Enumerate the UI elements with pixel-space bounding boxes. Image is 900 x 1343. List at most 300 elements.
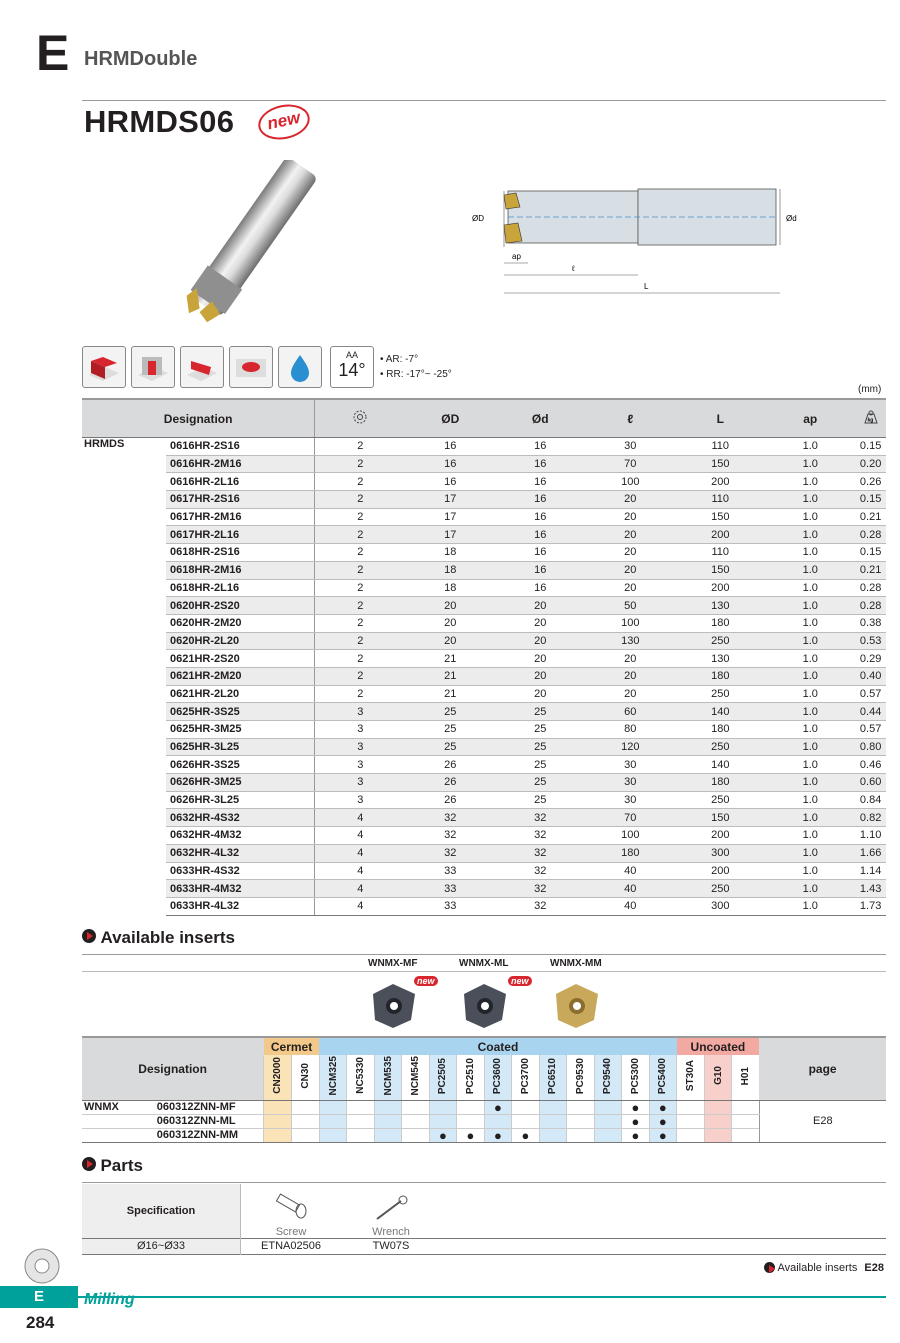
grade-availability-dot (319, 1114, 346, 1128)
grade-availability-dot (539, 1128, 566, 1142)
cell-weight: 0.28 (855, 579, 886, 597)
grade-header (484, 1055, 511, 1100)
cell-weight: 0.26 (855, 473, 886, 491)
grade-availability-dot (292, 1128, 320, 1142)
grade-availability-dot (347, 1100, 374, 1114)
available-inserts-heading (82, 928, 235, 948)
cell-L: 110 (675, 544, 765, 562)
cell-d: 25 (495, 703, 585, 721)
cell-d: 25 (495, 791, 585, 809)
table-row (82, 844, 886, 862)
cell-weight: 0.38 (855, 614, 886, 632)
cell-D: 17 (405, 491, 495, 509)
cell-teeth: 2 (315, 685, 406, 703)
table-row (82, 632, 886, 650)
cell-L: 150 (675, 561, 765, 579)
grade-label: PC5400 (657, 1057, 669, 1094)
d-header: Ød (495, 399, 585, 438)
cell-model: 0620HR-2L20 (166, 632, 315, 650)
grade-availability-dot (374, 1128, 401, 1142)
cell-l: 20 (585, 491, 675, 509)
cell-ap: 1.0 (765, 597, 855, 615)
cell-D: 21 (405, 667, 495, 685)
table-row (82, 473, 886, 491)
cell-l: 30 (585, 756, 675, 774)
cell-weight: 0.44 (855, 703, 886, 721)
cell-teeth: 2 (315, 632, 406, 650)
cell-l: 130 (585, 632, 675, 650)
cell-ap: 1.0 (765, 721, 855, 739)
grade-label: CN30 (299, 1062, 311, 1089)
cell-d: 25 (495, 774, 585, 792)
cell-weight: 1.73 (855, 897, 886, 915)
grade-header (347, 1055, 374, 1100)
cell-D: 16 (405, 455, 495, 473)
insert-image-ml (456, 980, 512, 1030)
cell-l: 60 (585, 703, 675, 721)
table-row (82, 756, 886, 774)
L-header: L (675, 399, 765, 438)
technical-drawing (468, 185, 808, 300)
aa-label: AA (345, 350, 358, 360)
cell-d: 16 (495, 579, 585, 597)
grade-label: H01 (740, 1066, 752, 1085)
table-row (82, 597, 886, 615)
cell-D: 20 (405, 597, 495, 615)
cell-teeth: 2 (315, 579, 406, 597)
cell-d: 16 (495, 508, 585, 526)
table-row (82, 897, 886, 915)
inserts-divider (82, 954, 886, 955)
insert-row (82, 1100, 886, 1114)
cell-D: 25 (405, 703, 495, 721)
grade-availability-dot: ● (484, 1100, 511, 1114)
table-row (82, 508, 886, 526)
cell-d: 16 (495, 544, 585, 562)
parts-heading (82, 1156, 143, 1176)
cell-D: 16 (405, 438, 495, 456)
parts-divider (82, 1182, 886, 1183)
grade-availability-dot (429, 1114, 456, 1128)
cell-teeth: 2 (315, 650, 406, 668)
grade-availability-dot (457, 1114, 484, 1128)
new-badge-ml: new (508, 976, 532, 986)
cell-L: 300 (675, 897, 765, 915)
axial-angle-box (330, 346, 374, 388)
grade-header (457, 1055, 484, 1100)
cell-l: 20 (585, 579, 675, 597)
grade-label: NC5330 (355, 1057, 367, 1095)
label-l: ℓ (572, 264, 575, 273)
cell-D: 18 (405, 561, 495, 579)
cell-ap: 1.0 (765, 455, 855, 473)
cell-model: 0625HR-3L25 (166, 738, 315, 756)
cell-model: 0617HR-2S16 (166, 491, 315, 509)
grade-availability-dot (319, 1100, 346, 1114)
cell-d: 20 (495, 667, 585, 685)
cermet-group-header: Cermet (264, 1037, 320, 1055)
grade-availability-dot (292, 1114, 320, 1128)
cell-ap: 1.0 (765, 880, 855, 898)
cell-ap: 1.0 (765, 774, 855, 792)
insert-image-mf (365, 980, 421, 1030)
grade-availability-dot: ● (512, 1128, 539, 1142)
cell-teeth: 4 (315, 880, 406, 898)
cell-model: 0625HR-3S25 (166, 703, 315, 721)
ins-model: 060312ZNN-MM (157, 1128, 264, 1142)
grade-header (264, 1055, 292, 1100)
cell-l: 40 (585, 862, 675, 880)
table-row (82, 774, 886, 792)
cell-ap: 1.0 (765, 508, 855, 526)
D-header: ØD (405, 399, 495, 438)
grade-label: NCM535 (382, 1056, 394, 1096)
ins-designation-header: Designation (82, 1037, 264, 1100)
grade-header (429, 1055, 456, 1100)
cell-teeth: 3 (315, 703, 406, 721)
spec-header: Specification (82, 1184, 241, 1238)
parts-range: Ø16~Ø33 (82, 1238, 241, 1254)
grade-label: PC6510 (547, 1057, 559, 1094)
table-row (82, 579, 886, 597)
cell-model: 0618HR-2L16 (166, 579, 315, 597)
cell-d: 25 (495, 738, 585, 756)
label-ap: ap (512, 252, 521, 261)
grade-availability-dot (292, 1100, 320, 1114)
cell-d: 20 (495, 632, 585, 650)
cell-weight: 0.15 (855, 491, 886, 509)
cell-model: 0625HR-3M25 (166, 721, 315, 739)
cell-L: 250 (675, 738, 765, 756)
grade-header (567, 1055, 594, 1100)
cell-l: 30 (585, 791, 675, 809)
cell-weight: 0.80 (855, 738, 886, 756)
grade-availability-dot (539, 1100, 566, 1114)
label-dia-D: ØD (472, 214, 484, 223)
cell-L: 180 (675, 614, 765, 632)
cell-weight: 0.28 (855, 526, 886, 544)
cell-ap: 1.0 (765, 862, 855, 880)
cell-teeth: 4 (315, 827, 406, 845)
cell-L: 250 (675, 632, 765, 650)
cell-weight: 1.66 (855, 844, 886, 862)
cell-D: 18 (405, 579, 495, 597)
available-inserts-title: Available inserts (100, 928, 235, 947)
grade-header (649, 1055, 676, 1100)
grade-availability-dot (512, 1100, 539, 1114)
grade-availability-dot (402, 1114, 429, 1128)
weight-header (855, 399, 886, 438)
grade-availability-dot: ● (622, 1114, 649, 1128)
cell-L: 130 (675, 650, 765, 668)
grade-header (402, 1055, 429, 1100)
cell-d: 16 (495, 473, 585, 491)
cell-ap: 1.0 (765, 632, 855, 650)
cell-weight: 0.15 (855, 438, 886, 456)
grade-label: PC9530 (574, 1057, 586, 1094)
cell-d: 25 (495, 756, 585, 774)
cell-L: 200 (675, 862, 765, 880)
grade-availability-dot (732, 1128, 759, 1142)
cell-ap: 1.0 (765, 438, 855, 456)
table-row (82, 650, 886, 668)
cell-D: 26 (405, 774, 495, 792)
cell-L: 300 (675, 844, 765, 862)
grade-availability-dot (264, 1100, 292, 1114)
cell-model: 0620HR-2M20 (166, 614, 315, 632)
grade-header (622, 1055, 649, 1100)
cell-D: 16 (405, 473, 495, 491)
cell-weight: 0.57 (855, 721, 886, 739)
rake-angles (380, 352, 452, 382)
grade-label: NCM325 (327, 1056, 339, 1096)
wrench-label: Wrench (372, 1225, 410, 1238)
shoulder-milling-icon (82, 346, 126, 388)
grade-availability-dot (594, 1100, 621, 1114)
cell-l: 70 (585, 809, 675, 827)
grade-availability-dot: ● (649, 1100, 676, 1114)
cell-L: 140 (675, 703, 765, 721)
cell-L: 180 (675, 667, 765, 685)
table-row (82, 809, 886, 827)
grade-availability-dot: ● (457, 1128, 484, 1142)
section-letter: E (36, 25, 70, 81)
teeth-header (315, 399, 406, 438)
grade-availability-dot (374, 1100, 401, 1114)
cell-teeth: 2 (315, 597, 406, 615)
available-inserts-ref[interactable] (764, 1262, 884, 1274)
grade-availability-dot (402, 1100, 429, 1114)
cell-ap: 1.0 (765, 526, 855, 544)
cell-ap: 1.0 (765, 756, 855, 774)
cell-teeth: 2 (315, 455, 406, 473)
table-row (82, 827, 886, 845)
cell-d: 20 (495, 614, 585, 632)
cell-l: 80 (585, 721, 675, 739)
cell-ap: 1.0 (765, 544, 855, 562)
grade-availability-dot: ● (649, 1114, 676, 1128)
cell-D: 17 (405, 526, 495, 544)
cell-teeth: 2 (315, 473, 406, 491)
cell-model: 0616HR-2S16 (166, 438, 315, 456)
cell-model: 0632HR-4S32 (166, 809, 315, 827)
cell-l: 20 (585, 650, 675, 668)
grade-header (374, 1055, 401, 1100)
radial-rake: • RR: -17°~ -25° (380, 369, 452, 380)
cell-d: 16 (495, 561, 585, 579)
cell-weight: 0.46 (855, 756, 886, 774)
cell-ap: 1.0 (765, 809, 855, 827)
cell-D: 33 (405, 880, 495, 898)
cell-L: 200 (675, 827, 765, 845)
ins-series-label: WNMX (82, 1100, 157, 1114)
grade-availability-dot (319, 1128, 346, 1142)
cell-weight: 0.20 (855, 455, 886, 473)
table-row (82, 614, 886, 632)
cell-L: 110 (675, 438, 765, 456)
table-row (82, 544, 886, 562)
grade-header (292, 1055, 320, 1100)
grade-availability-dot (264, 1114, 292, 1128)
grade-availability-dot (732, 1100, 759, 1114)
grade-availability-dot (567, 1114, 594, 1128)
cell-weight: 1.10 (855, 827, 886, 845)
table-row (82, 721, 886, 739)
coolant-icon (278, 346, 322, 388)
cell-ap: 1.0 (765, 685, 855, 703)
cell-l: 20 (585, 544, 675, 562)
cell-D: 20 (405, 632, 495, 650)
screw-header (241, 1184, 342, 1238)
cell-L: 130 (675, 597, 765, 615)
ramping-icon (180, 346, 224, 388)
cell-D: 32 (405, 844, 495, 862)
grade-header (319, 1055, 346, 1100)
table-row (82, 667, 886, 685)
cell-D: 25 (405, 738, 495, 756)
ins-model: 060312ZNN-MF (157, 1100, 264, 1114)
cell-d: 16 (495, 526, 585, 544)
cell-weight: 0.21 (855, 561, 886, 579)
table-row (82, 703, 886, 721)
grade-availability-dot (457, 1100, 484, 1114)
cell-l: 70 (585, 455, 675, 473)
cell-D: 21 (405, 685, 495, 703)
grade-availability-dot: ● (622, 1128, 649, 1142)
tool-photo (150, 160, 350, 325)
grade-availability-dot (594, 1128, 621, 1142)
cell-D: 21 (405, 650, 495, 668)
table-row (82, 685, 886, 703)
cell-ap: 1.0 (765, 791, 855, 809)
grade-availability-dot: ● (649, 1128, 676, 1142)
grade-availability-dot (677, 1114, 705, 1128)
cell-model: 0626HR-3L25 (166, 791, 315, 809)
cell-weight: 0.53 (855, 632, 886, 650)
cell-l: 40 (585, 880, 675, 898)
cell-model: 0626HR-3S25 (166, 756, 315, 774)
parts-empty (441, 1184, 886, 1238)
cell-model: 0620HR-2S20 (166, 597, 315, 615)
cell-teeth: 4 (315, 844, 406, 862)
grade-header (704, 1055, 732, 1100)
cell-L: 180 (675, 721, 765, 739)
grade-availability-dot (512, 1114, 539, 1128)
grade-availability-dot (264, 1128, 292, 1142)
cell-teeth: 3 (315, 721, 406, 739)
cell-model: 0621HR-2L20 (166, 685, 315, 703)
grade-availability-dot (347, 1128, 374, 1142)
cell-L: 110 (675, 491, 765, 509)
cell-D: 32 (405, 827, 495, 845)
table-row (82, 561, 886, 579)
pocketing-icon (229, 346, 273, 388)
grade-label: CN2000 (272, 1057, 284, 1095)
milling-cutter-icon (22, 1246, 62, 1286)
label-L: L (644, 282, 649, 291)
cell-model: 0616HR-2M16 (166, 455, 315, 473)
grade-availability-dot (732, 1114, 759, 1128)
cell-D: 33 (405, 862, 495, 880)
section-name: HRMDouble (84, 48, 198, 70)
cell-teeth: 3 (315, 774, 406, 792)
grade-label: ST30A (684, 1060, 696, 1092)
cell-L: 250 (675, 791, 765, 809)
product-table (82, 398, 886, 916)
cell-D: 20 (405, 614, 495, 632)
cell-l: 100 (585, 473, 675, 491)
section-arrow-icon (82, 1157, 96, 1171)
cell-d: 25 (495, 721, 585, 739)
label-dia-d: Ød (786, 214, 797, 223)
ref-page: E28 (864, 1262, 884, 1274)
cell-ap: 1.0 (765, 579, 855, 597)
ins-series-empty (82, 1128, 157, 1142)
cell-teeth: 3 (315, 756, 406, 774)
cell-d: 16 (495, 491, 585, 509)
cell-model: 0617HR-2M16 (166, 508, 315, 526)
footer-category: Milling (84, 1291, 135, 1308)
insert-name-mf: WNMX-MF (368, 958, 418, 969)
grade-availability-dot (374, 1114, 401, 1128)
cell-teeth: 2 (315, 491, 406, 509)
page-title: HRMDS06 (84, 104, 235, 139)
grade-label: PC3600 (492, 1057, 504, 1094)
cell-ap: 1.0 (765, 561, 855, 579)
grade-availability-dot (347, 1114, 374, 1128)
cell-ap: 1.0 (765, 844, 855, 862)
cell-L: 180 (675, 774, 765, 792)
grade-availability-dot (594, 1114, 621, 1128)
cell-teeth: 2 (315, 561, 406, 579)
inserts-divider-2 (82, 971, 886, 972)
cell-L: 200 (675, 526, 765, 544)
weight-icon (861, 409, 881, 425)
cell-d: 32 (495, 862, 585, 880)
cell-L: 150 (675, 508, 765, 526)
cell-L: 250 (675, 880, 765, 898)
cell-weight: 0.28 (855, 597, 886, 615)
cell-model: 0632HR-4L32 (166, 844, 315, 862)
ins-model: 060312ZNN-ML (157, 1114, 264, 1128)
grade-availability-dot (429, 1100, 456, 1114)
grade-availability-dot (484, 1114, 511, 1128)
cell-l: 30 (585, 774, 675, 792)
table-row (82, 862, 886, 880)
ins-series-empty (82, 1114, 157, 1128)
cell-weight: 1.14 (855, 862, 886, 880)
cell-ap: 1.0 (765, 473, 855, 491)
cell-teeth: 2 (315, 667, 406, 685)
cell-l: 20 (585, 561, 675, 579)
parts-empty-2 (441, 1238, 886, 1254)
cell-ap: 1.0 (765, 897, 855, 915)
cell-d: 20 (495, 597, 585, 615)
uncoated-group-header: Uncoated (677, 1037, 760, 1055)
footer-bar (78, 1296, 886, 1298)
cell-model: 0621HR-2S20 (166, 650, 315, 668)
grade-availability-dot (402, 1128, 429, 1142)
parts-table (82, 1184, 886, 1255)
cell-teeth: 2 (315, 508, 406, 526)
cell-model: 0633HR-4L32 (166, 897, 315, 915)
svg-text:kg: kg (867, 417, 873, 424)
grade-availability-dot (704, 1100, 732, 1114)
cell-model: 0632HR-4M32 (166, 827, 315, 845)
grade-label: PC2505 (437, 1057, 449, 1094)
section-arrow-icon (82, 929, 96, 943)
cell-L: 200 (675, 473, 765, 491)
